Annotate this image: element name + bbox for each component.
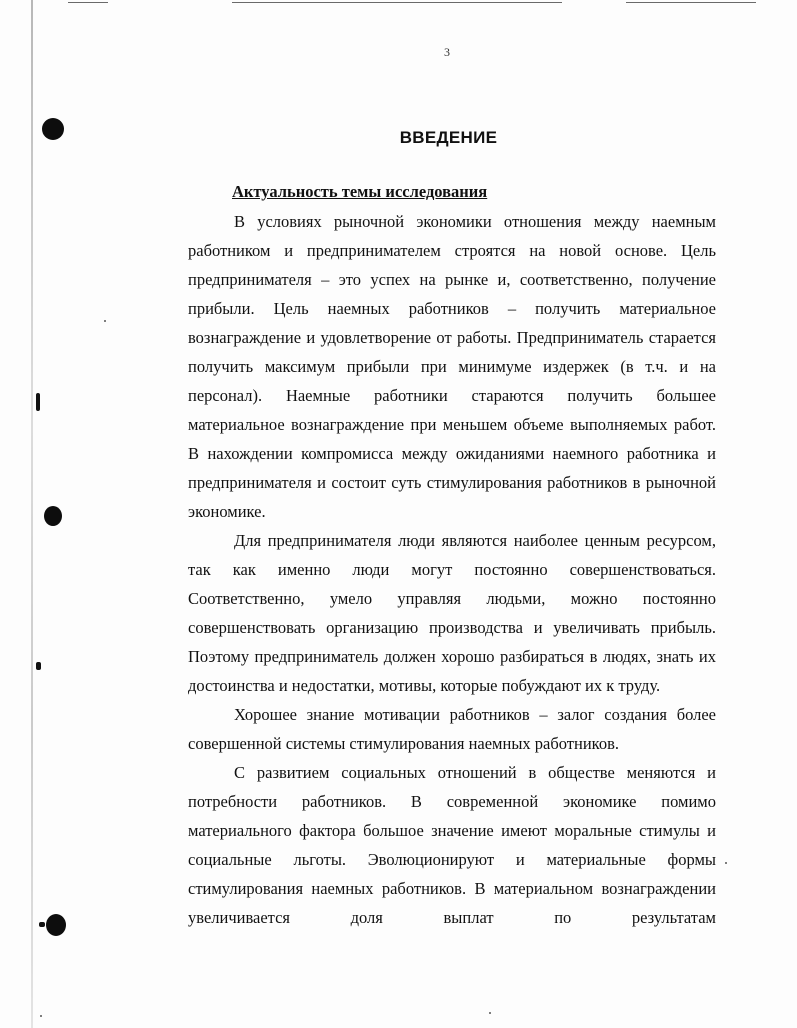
body-text	[188, 207, 716, 932]
page-number: 3	[444, 45, 450, 59]
paragraph: С развитием социальных отношений в обществе меняются и потребности работников. В современной экономике помимо материального фактора большое значение имеют моральные стимулы и социальные льготы. Эволюционируют и материальные формы стимулирования наемных работников. В материальном вознаграждении увеличивается доля выплат по результатам	[188, 763, 716, 927]
punch-hole	[46, 914, 66, 936]
paragraph: В условиях рыночной экономики отношения между наемным работником и предпринимателем строятся на новой основе. Цель предпринимателя – это успех на рынке и, соответственно, получение прибыли. Цель наемных работников – получить материальное вознаграждение и удовлетворение от работы. Предприниматель старается получить максимум прибыли при минимуме издержек (в т.ч. и на персонал). Наемные работники стараются получить большее материальное вознаграждение при меньшем объеме выполняемых работ. В нахождении компромисса между ожиданиями наемного работника и предпринимателя и состоит суть стимулирования работников в рыночной экономике.	[188, 212, 716, 521]
section-subheading: Актуальность темы исследования	[232, 182, 488, 201]
scan-top-mark	[626, 2, 756, 3]
scan-speck	[489, 1012, 491, 1014]
paragraph: Хорошее знание мотивации работников – залог создания более совершенной системы стимулирования наемных работников.	[188, 705, 716, 753]
scan-mark	[36, 393, 40, 411]
scan-mark	[36, 662, 41, 670]
paragraph: Для предпринимателя люди являются наиболее ценным ресурсом, так как именно люди могут постоянно совершенствоваться. Соответственно, умело управляя людьми, можно постоянно совершенствовать организацию производства и увеличивать прибыль. Поэтому предприниматель должен хорошо разбираться в людях, знать их достоинства и недостатки, мотивы, которые побуждают их к труду.	[188, 531, 716, 695]
page-title: ВВЕДЕНИЕ	[399, 128, 498, 147]
scan-speck	[104, 320, 106, 322]
scan-top-mark	[232, 2, 562, 3]
scan-top-mark	[68, 2, 108, 3]
scan-edge-line	[31, 0, 33, 1028]
scan-speck	[725, 862, 727, 864]
scan-speck	[40, 1015, 42, 1017]
punch-hole	[44, 506, 62, 526]
scan-mark	[39, 922, 45, 927]
